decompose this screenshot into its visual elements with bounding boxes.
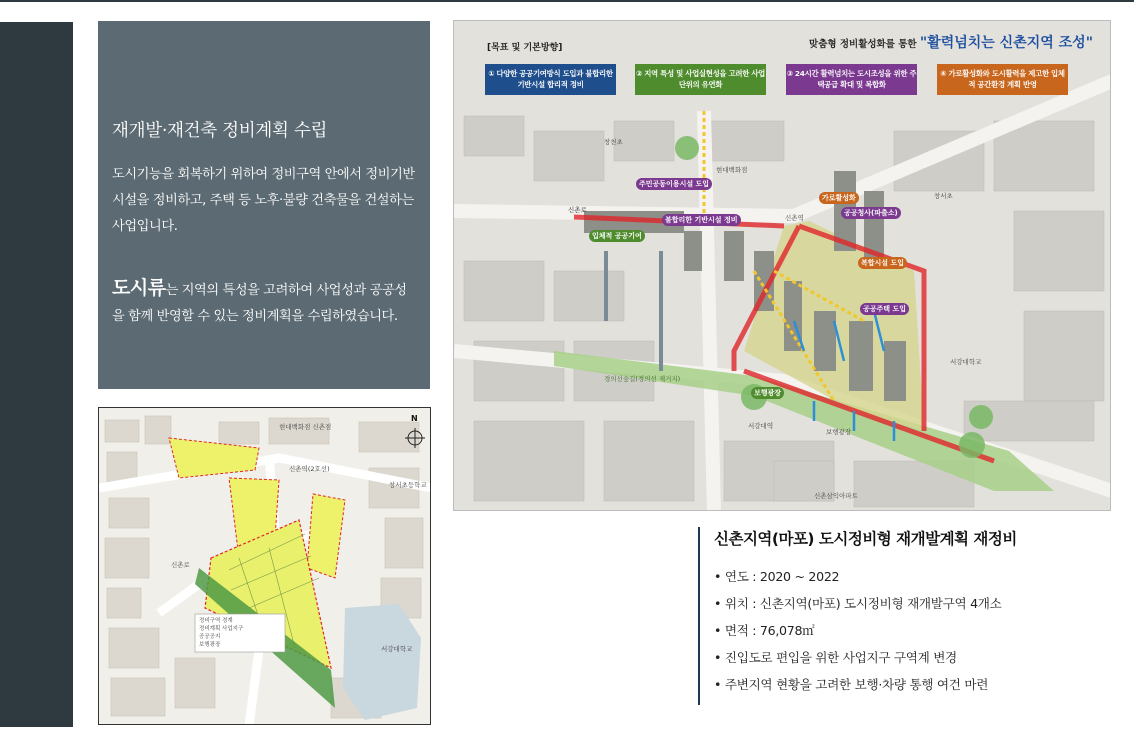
concept-map-header	[455, 20, 1109, 102]
label-sinchon-ro: 신촌로	[568, 206, 587, 214]
callout-1: 공공청사(파출소)	[841, 207, 901, 219]
label-changseo: 창서초	[934, 192, 953, 200]
info-description: 도시기능을 회복하기 위하여 정비구역 안에서 정비기반시설을 정비하고, 주택 등 노후·불량 건축물을 건설하는 사업입니다.	[112, 167, 415, 234]
brand-description-paragraph	[112, 275, 416, 330]
goal-2: ② 지역 특성 및 사업실현성을 고려한 사업단위의 유연화	[635, 64, 766, 95]
label-sogang-univ: 서강대학교	[950, 358, 982, 366]
project-details	[698, 527, 1098, 705]
callout-3: 불합리한 기반시설 정비	[662, 214, 741, 226]
callout-6: 공공주택 도입	[860, 303, 909, 315]
project-detail-list	[714, 563, 1098, 698]
goal-label: [목표 및 기본방향]	[487, 43, 563, 53]
side-bar	[0, 22, 73, 727]
top-rule	[0, 0, 1134, 2]
label-hyundai: 현대백화점	[716, 166, 748, 174]
callout-7: 보행광장	[751, 387, 784, 399]
info-title: 재개발·재건축 정비계획 수립	[112, 121, 328, 141]
brand-name: 도시류	[112, 277, 166, 299]
site-plan-drawing	[99, 408, 431, 725]
concept-headline	[809, 32, 1093, 52]
site-plan-map	[98, 407, 431, 725]
plan-legend-2: 공공공지	[199, 634, 221, 640]
label-sogang-station: 서강대역	[748, 422, 774, 430]
project-title: 신촌지역(마포) 도시정비형 재개발계획 재정비	[714, 530, 1017, 548]
plan-label-changseo: 창서초등학교	[389, 481, 427, 489]
callout-0: 주민공동이용시설 도입	[636, 178, 712, 190]
info-panel	[98, 21, 430, 389]
project-detail-boundary: • 진입도로 편입을 위한 사업지구 구역계 변경	[714, 650, 957, 665]
goal-3: ③ 24시간 활력넘치는 도시조성을 위한 주택공급 확대 및 복합화	[786, 64, 917, 95]
callout-4: 복합시설 도입	[858, 257, 907, 269]
label-boheng-plaza: 보행광장	[826, 428, 852, 436]
goal-4: ④ 가로활성화와 도시활력을 제고한 입체적 공간환경 계획 반영	[937, 64, 1068, 95]
project-detail-traffic: • 주변지역 현황을 고려한 보행·차량 통행 여건 마련	[714, 677, 989, 692]
label-changcheon: 창천초	[604, 138, 623, 146]
project-detail-area: • 면적 : 76,078㎡	[714, 623, 815, 638]
plan-legend-1: 정비계획 사업지구	[199, 626, 244, 632]
north-label: N	[411, 414, 418, 423]
label-sinchon-apt: 신촌삼익아파트	[814, 492, 858, 500]
plan-label-sinchon-ro: 신촌로	[171, 561, 190, 569]
brand-description: 는 지역의 특성을 고려하여 사업성과 공공성을 함께 반영할 수 있는 정비계획을 수립하였습니다.	[112, 283, 407, 324]
headline-prefix: 맞춤형 정비활성화를 통한	[809, 39, 920, 50]
plan-label-hyundai: 현대백화점 신촌점	[279, 423, 332, 431]
goal-1: ① 다양한 공공기여방식 도입과 불합리한 기반시설 합리적 정비	[485, 64, 616, 95]
callout-5: 가로활성화	[819, 192, 859, 204]
headline-emphasis: "활력넘치는 신촌지역 조성"	[919, 35, 1093, 51]
project-detail-year: • 연도 : 2020 ~ 2022	[714, 569, 840, 584]
label-gyeongui: 경의선숲길(경의선 제거지)	[604, 375, 681, 383]
callout-2: 입체적 공공기여	[589, 230, 645, 242]
label-sinchon-stn: 신촌역	[785, 214, 804, 222]
plan-label-sogang: 서강대학교	[381, 645, 413, 653]
project-detail-location: • 위치 : 신촌지역(마포) 도시정비형 재개발구역 4개소	[714, 596, 1002, 611]
plan-legend-3: 보행광장	[199, 642, 221, 648]
plan-label-sinchon-stn: 신촌역(2호선)	[289, 465, 330, 473]
plan-legend-0: 정비구역 경계	[199, 618, 233, 624]
